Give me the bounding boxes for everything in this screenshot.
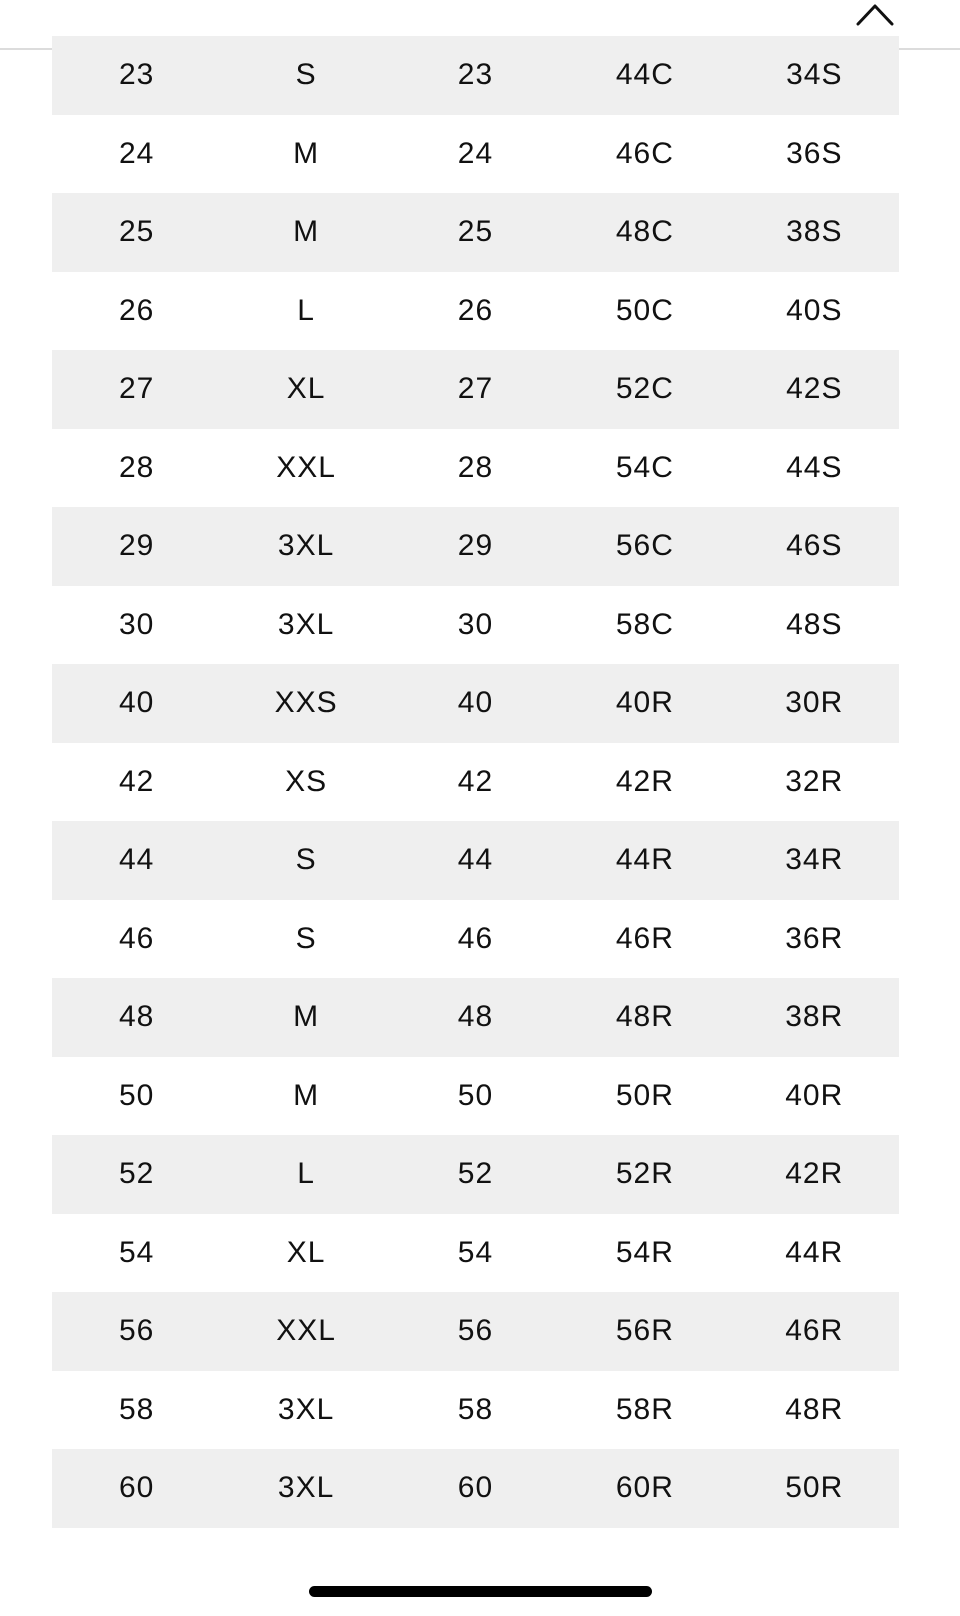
table-row <box>52 1135 899 1214</box>
table-cell: 40S <box>786 293 843 327</box>
table-row <box>52 664 899 743</box>
table-cell: 36R <box>785 921 844 955</box>
table-cell: 46C <box>615 136 674 170</box>
table-row <box>52 115 899 194</box>
table-cell: M <box>293 1078 320 1112</box>
table-cell: 44R <box>785 1235 844 1269</box>
table-cell: 48R <box>560 978 729 1057</box>
table-cell: 42 <box>119 764 155 798</box>
table-cell: 3XL <box>277 1392 335 1426</box>
table-row <box>52 272 899 351</box>
table-cell: 48 <box>52 978 221 1057</box>
table-row <box>52 1371 899 1450</box>
table-cell: 42S <box>730 350 899 429</box>
table-cell: 34S <box>730 36 899 115</box>
table-cell: 44 <box>391 821 560 900</box>
table-cell: 48 <box>391 978 560 1057</box>
table-cell: 54C <box>615 450 674 484</box>
table-row <box>52 429 899 508</box>
table-cell: 60 <box>52 1449 221 1528</box>
table-cell: 38R <box>730 978 899 1057</box>
table-cell: 25 <box>391 193 560 272</box>
table-cell: 50R <box>730 1449 899 1528</box>
table-cell: S <box>221 821 390 900</box>
table-cell: 56 <box>52 1292 221 1371</box>
table-cell: 3XL <box>277 607 335 641</box>
table-cell: 40R <box>560 664 729 743</box>
table-cell: 44C <box>560 36 729 115</box>
table-cell: 26 <box>119 293 155 327</box>
table-cell: 50C <box>615 293 674 327</box>
table-cell: 56 <box>391 1292 560 1371</box>
table-cell: 46 <box>457 921 494 955</box>
table-cell: 54 <box>119 1235 155 1269</box>
table-cell: 42R <box>615 764 674 798</box>
table-cell: 27 <box>52 350 221 429</box>
table-cell: 40R <box>785 1078 844 1112</box>
table-cell: XXL <box>276 450 336 484</box>
table-cell: 24 <box>457 136 494 170</box>
close-chevron-up-icon <box>850 0 900 30</box>
table-row <box>52 1057 899 1136</box>
table-cell: M <box>221 978 390 1057</box>
table-cell: 46R <box>615 921 674 955</box>
table-cell: 52 <box>391 1135 560 1214</box>
table-cell: 44S <box>786 450 843 484</box>
table-row <box>52 36 899 115</box>
table-row <box>52 978 899 1057</box>
table-row <box>52 1449 899 1528</box>
table-cell: 30 <box>119 607 155 641</box>
table-cell: 28 <box>119 450 155 484</box>
table-cell: 26 <box>457 293 494 327</box>
table-cell: S <box>295 921 317 955</box>
table-cell: 3XL <box>221 1449 390 1528</box>
table-cell: 48C <box>560 193 729 272</box>
table-cell: 58R <box>615 1392 674 1426</box>
table-cell: 60 <box>391 1449 560 1528</box>
table-cell: 56C <box>560 507 729 586</box>
table-cell: 58 <box>457 1392 494 1426</box>
table-row <box>52 586 899 665</box>
table-cell: 54 <box>457 1235 494 1269</box>
home-indicator[interactable] <box>309 1586 652 1597</box>
table-cell: 30 <box>457 607 494 641</box>
table-cell: 44R <box>560 821 729 900</box>
table-cell: 25 <box>52 193 221 272</box>
table-cell: 58C <box>615 607 674 641</box>
table-cell: 52C <box>560 350 729 429</box>
table-cell: 46S <box>730 507 899 586</box>
table-cell: 24 <box>119 136 155 170</box>
size-conversion-table <box>52 36 899 1528</box>
table-row <box>52 193 899 272</box>
table-row <box>52 900 899 979</box>
table-cell: 3XL <box>221 507 390 586</box>
close-button[interactable] <box>850 0 900 30</box>
table-cell: 54R <box>615 1235 674 1269</box>
table-cell: 56R <box>560 1292 729 1371</box>
table-cell: 42 <box>457 764 494 798</box>
table-cell: 36S <box>786 136 843 170</box>
table-cell: M <box>221 193 390 272</box>
table-row <box>52 1214 899 1293</box>
table-cell: XXL <box>221 1292 390 1371</box>
table-cell: L <box>221 1135 390 1214</box>
table-cell: 58 <box>119 1392 155 1426</box>
table-cell: XL <box>221 350 390 429</box>
table-cell: XL <box>286 1235 326 1269</box>
table-cell: 60R <box>560 1449 729 1528</box>
table-cell: 40 <box>391 664 560 743</box>
table-cell: 42R <box>730 1135 899 1214</box>
table-cell: S <box>221 36 390 115</box>
table-cell: 28 <box>457 450 494 484</box>
table-cell: 48S <box>786 607 843 641</box>
table-cell: M <box>293 136 320 170</box>
table-cell: L <box>297 293 315 327</box>
table-cell: 40 <box>52 664 221 743</box>
table-row <box>52 743 899 822</box>
table-cell: 50 <box>457 1078 494 1112</box>
table-row <box>52 821 899 900</box>
table-cell: 44 <box>52 821 221 900</box>
table-cell: 50R <box>615 1078 674 1112</box>
table-cell: 23 <box>391 36 560 115</box>
table-cell: 46 <box>119 921 155 955</box>
table-cell: 50 <box>119 1078 155 1112</box>
table-cell: 29 <box>391 507 560 586</box>
table-cell: 27 <box>391 350 560 429</box>
table-cell: 48R <box>785 1392 844 1426</box>
table-cell: XS <box>285 764 328 798</box>
table-cell: 29 <box>52 507 221 586</box>
table-cell: 34R <box>730 821 899 900</box>
table-row <box>52 350 899 429</box>
size-table-body <box>52 36 899 1528</box>
table-cell: 30R <box>730 664 899 743</box>
table-row <box>52 1292 899 1371</box>
table-cell: XXS <box>221 664 390 743</box>
table-cell: 38S <box>730 193 899 272</box>
table-cell: 52 <box>52 1135 221 1214</box>
table-cell: 32R <box>785 764 844 798</box>
table-cell: 46R <box>730 1292 899 1371</box>
table-row <box>52 507 899 586</box>
table-cell: 23 <box>52 36 221 115</box>
table-cell: 52R <box>560 1135 729 1214</box>
